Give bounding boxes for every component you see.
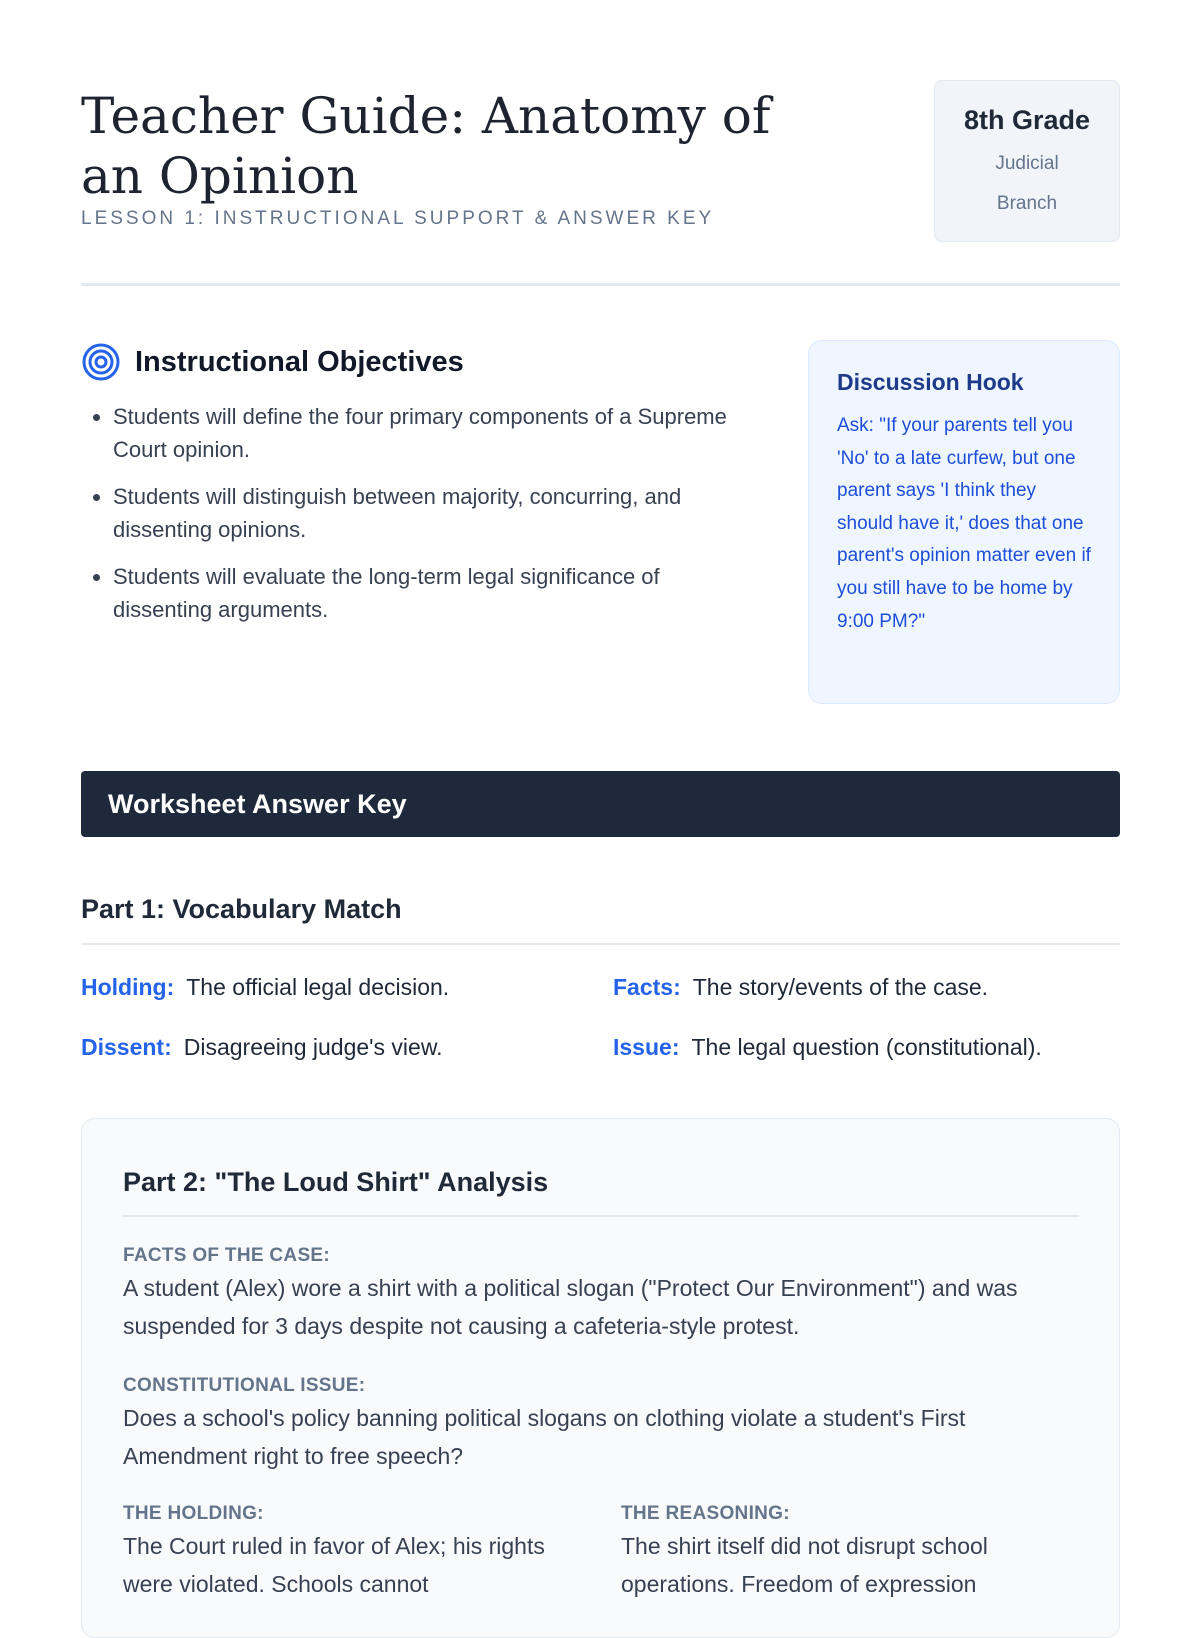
- objective-item: • Students will distinguish between majority, concurring, and dissenting opinions.: [113, 480, 761, 546]
- part1-title: Part 1: Vocabulary Match: [81, 894, 402, 924]
- vocab-definition: The story/events of the case.: [692, 974, 989, 1000]
- objective-item: • Students will evaluate the long-term legal significance of dissenting arguments.: [113, 560, 761, 626]
- vocab-definition: The legal question (constitutional).: [691, 1034, 1042, 1060]
- objectives-section: [81, 342, 761, 640]
- page-subtitle: LESSON 1: INSTRUCTIONAL SUPPORT & ANSWER KEY: [81, 208, 715, 229]
- objectives-title: Instructional Objectives: [135, 345, 464, 378]
- facts-label: FACTS OF THE CASE:: [123, 1245, 331, 1266]
- answer-key-title: Worksheet Answer Key: [108, 788, 407, 819]
- vocab-term: Facts:: [613, 974, 681, 1000]
- facts-text: A student (Alex) wore a shirt with a political slogan ("Protect Our Environment") and was suspended for 3 days despite not causing a cafeteria-style protest.: [123, 1275, 1018, 1339]
- vocab-term: Holding:: [81, 974, 175, 1000]
- unit-name: Judicial Branch: [995, 153, 1059, 214]
- hook-text: Ask: "If your parents tell you 'No' to a late curfew, but one parent says 'I think they should have it,' does that one parent's opinion matter even if you still have to be home by 9:00 PM?": [837, 415, 1091, 632]
- reasoning-text: The shirt itself did not disrupt school operations. Freedom of expression: [621, 1533, 988, 1597]
- part2-title: Part 2: "The Loud Shirt" Analysis: [123, 1167, 549, 1197]
- vocab-item: [81, 974, 449, 1001]
- vocab-item: [81, 1034, 443, 1061]
- grade-level: 8th Grade: [963, 105, 1091, 135]
- issue-label: CONSTITUTIONAL ISSUE:: [123, 1375, 366, 1396]
- vocab-definition: The official legal decision.: [186, 974, 450, 1000]
- objectives-list: [81, 400, 761, 626]
- reasoning-label: THE REASONING:: [621, 1503, 790, 1524]
- vocab-definition: Disagreeing judge's view.: [183, 1034, 443, 1060]
- holding-text: The Court ruled in favor of Alex; his rights were violated. Schools cannot: [123, 1533, 545, 1597]
- page-title: Teacher Guide: Anatomy of an Opinion: [81, 87, 771, 205]
- objectives-heading: [81, 342, 761, 382]
- issue-text: Does a school's policy banning political slogans on clothing violate a student's First Amendment right to free speech?: [123, 1405, 966, 1469]
- answer-key-banner: [81, 771, 1120, 837]
- vocab-item: [613, 1034, 1042, 1061]
- objective-item: • Students will define the four primary components of a Supreme Court opinion.: [113, 400, 761, 466]
- part2-divider: [123, 1215, 1079, 1217]
- discussion-hook-card: [808, 340, 1120, 704]
- vocab-term: Dissent:: [81, 1034, 172, 1060]
- target-icon: [81, 342, 121, 382]
- part1-divider: [81, 943, 1120, 945]
- part2-card: [81, 1118, 1120, 1638]
- hook-title: Discussion Hook: [837, 369, 1024, 395]
- vocab-term: Issue:: [613, 1034, 680, 1060]
- grade-badge: [934, 80, 1120, 242]
- vocab-item: [613, 974, 988, 1001]
- holding-label: THE HOLDING:: [123, 1503, 264, 1524]
- page-header: [81, 80, 1120, 286]
